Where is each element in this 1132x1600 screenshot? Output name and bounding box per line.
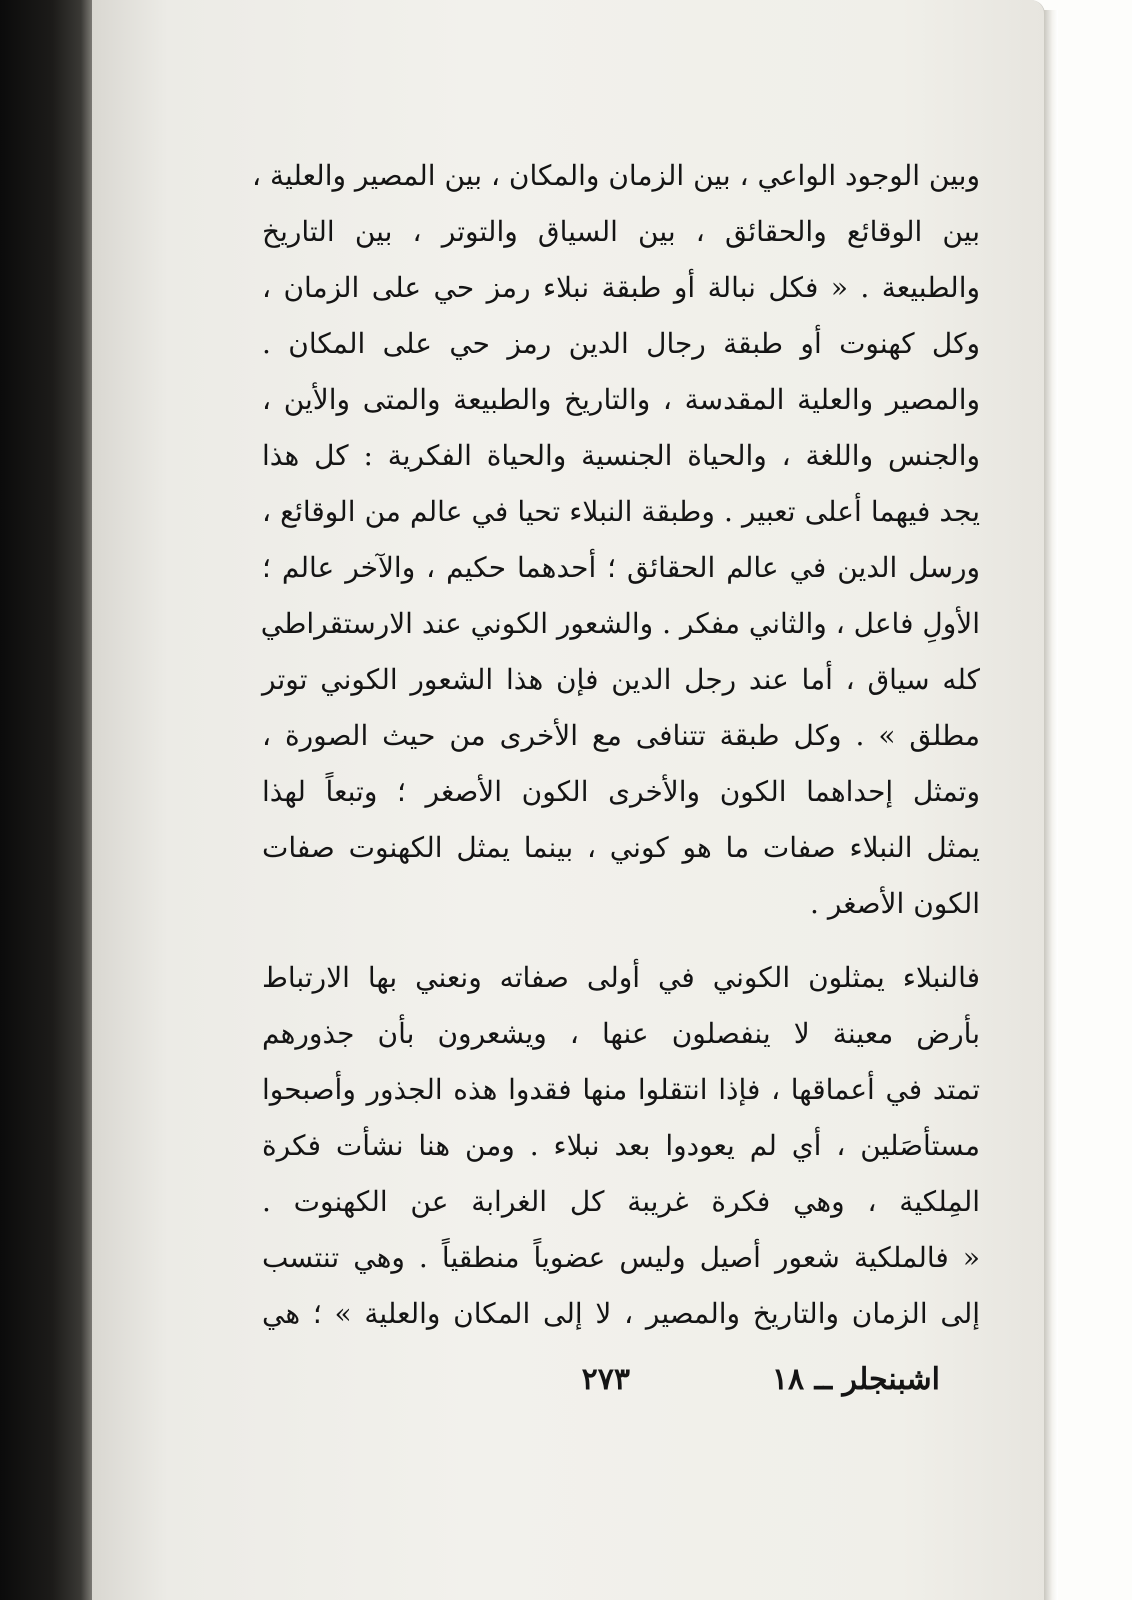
text-line: المِلكية ، وهي فكرة غريبة كل الغرابة عن الكهنوت . [262, 1185, 980, 1218]
text-line: ورسل الدين في عالم الحقائق ؛ أحدهما حكيم ، والآخر عالم ؛ [262, 551, 980, 584]
page-number: ٢٧٣ [581, 1362, 630, 1397]
book-binding-shadow [0, 0, 95, 1600]
text-line: مستأصَلين ، أي لم يعودوا بعد نبلاء . ومن هنا نشأت فكرة [262, 1129, 980, 1162]
text-line: بأرض معينة لا ينفصلون عنها ، ويشعرون بأن جذورهم [262, 1017, 980, 1050]
text-line: يمثل النبلاء صفات ما هو كوني ، بينما يمثل الكهنوت صفات [262, 831, 980, 864]
text-line: والمصير والعلية المقدسة ، والتاريخ والطبيعة والمتى والأين ، [262, 383, 980, 416]
printer-signature: اشبنجلر ــ ١٨ [771, 1362, 940, 1397]
page-edge [1044, 10, 1058, 1600]
page-footer [262, 1362, 980, 1412]
text-line: وتمثل إحداهما الكون والأخرى الكون الأصغر ؛ وتبعاً لهذا [262, 775, 980, 808]
text-line: بين الوقائع والحقائق ، بين السياق والتوتر ، بين التاريخ [262, 215, 980, 248]
text-line: يجد فيهما أعلى تعبير . وطبقة النبلاء تحيا في عالم من الوقائع ، [262, 495, 980, 528]
paragraph-1 [252, 148, 980, 932]
text-line: وبين الوجود الواعي ، بين الزمان والمكان ، بين المصير والعلية ، [252, 159, 980, 192]
text-line: وكل كهنوت أو طبقة رجال الدين رمز حي على المكان . [262, 327, 980, 360]
text-line: إلى الزمان والتاريخ والمصير ، لا إلى المكان والعلية » ؛ هي [262, 1297, 980, 1330]
text-line: والجنس واللغة ، والحياة الجنسية والحياة الفكرية : كل هذا [262, 439, 980, 472]
text-line: والطبيعة . « فكل نبالة أو طبقة نبلاء رمز حي على الزمان ، [262, 271, 980, 304]
body-text [252, 148, 980, 1342]
paragraph-2 [262, 950, 980, 1342]
paragraph-gap [262, 932, 980, 950]
text-line: كله سياق ، أما عند رجل الدين فإن هذا الشعور الكوني توتر [262, 663, 980, 696]
text-line: الأولِ فاعل ، والثاني مفكر . والشعور الكوني عند الارستقراطي [260, 607, 980, 640]
text-line: « فالملكية شعور أصيل وليس عضوياً منطقياً . وهي تنتسب [262, 1241, 980, 1274]
text-line: الكون الأصغر . [810, 887, 980, 920]
text-line: فالنبلاء يمثلون الكوني في أولى صفاته ونعني بها الارتباط [262, 961, 980, 994]
text-line: مطلق » . وكل طبقة تتنافى مع الأخرى من حيث الصورة ، [262, 719, 980, 752]
text-line: تمتد في أعماقها ، فإذا انتقلوا منها فقدوا هذه الجذور وأصبحوا [262, 1073, 980, 1106]
